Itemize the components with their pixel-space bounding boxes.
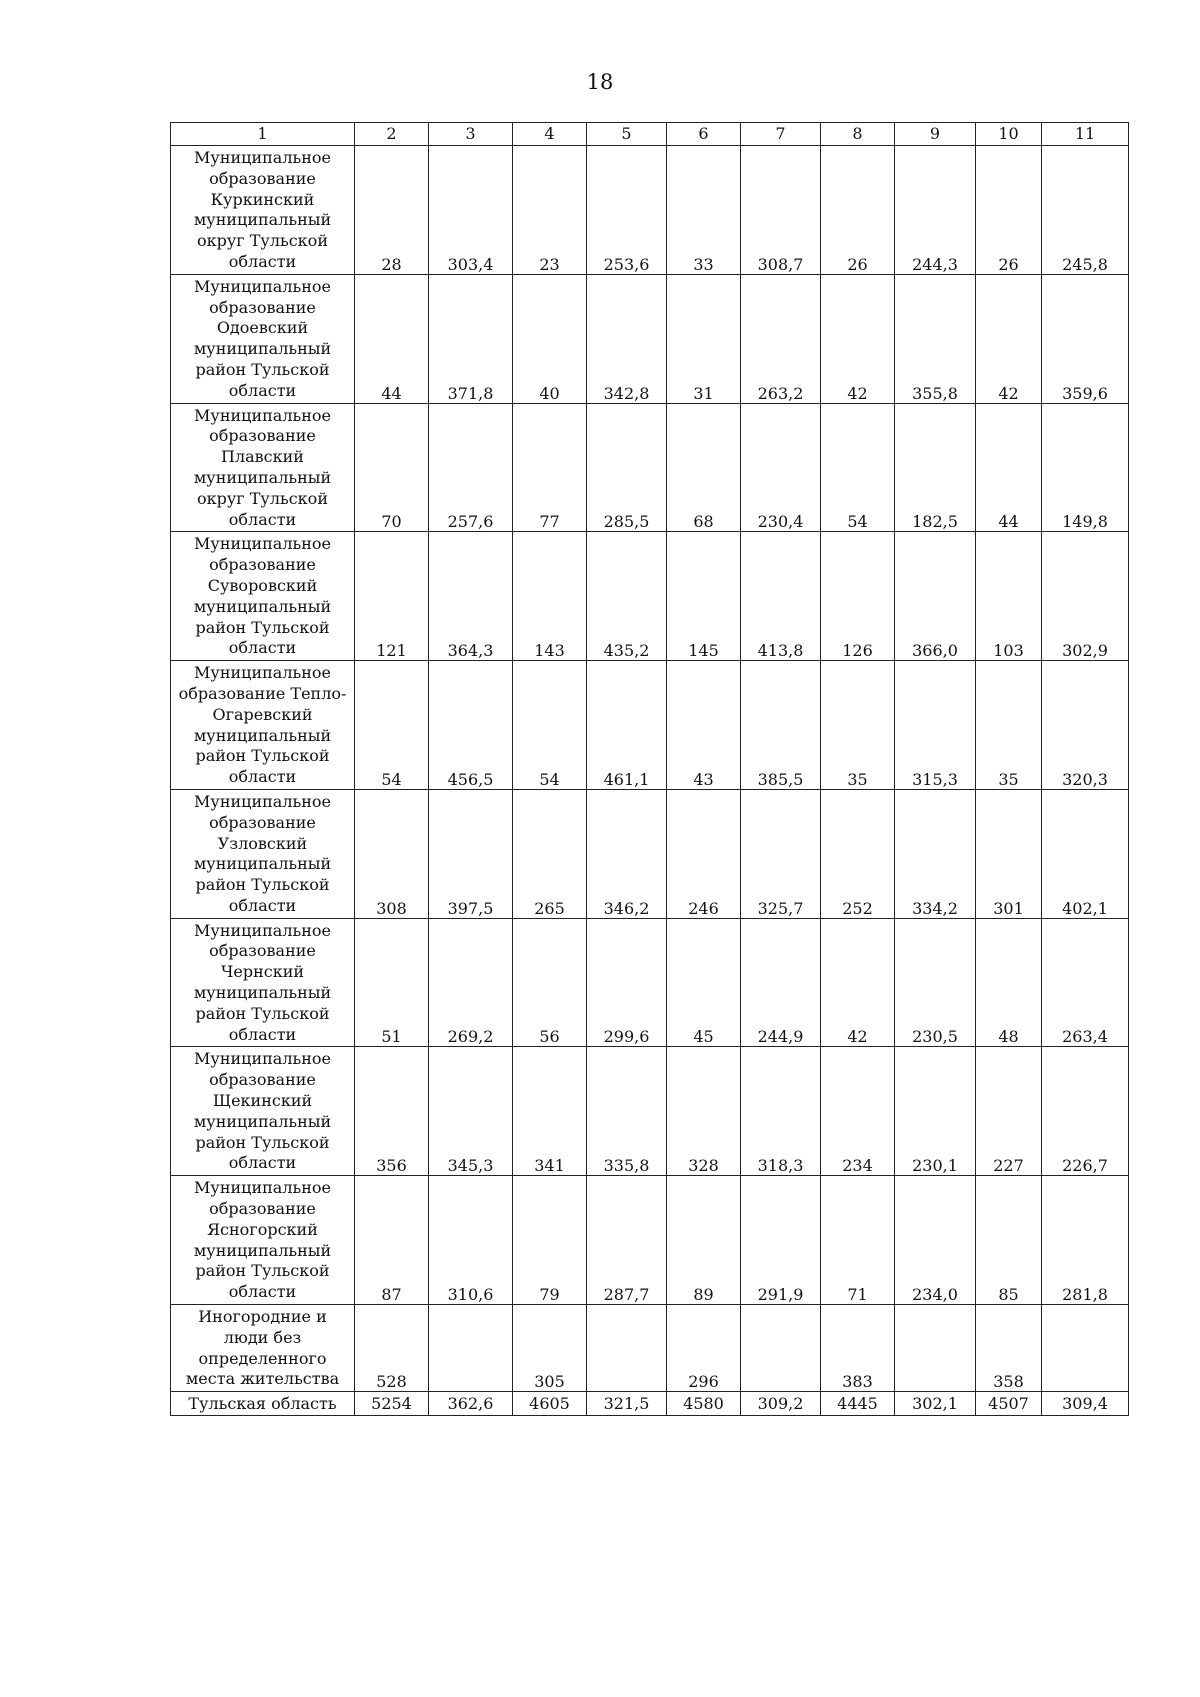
value-cell-col-5 xyxy=(587,1305,667,1392)
row-name-line: муниципальный xyxy=(193,1240,332,1260)
value-cell-col-3: 371,8 xyxy=(429,274,513,403)
value-cell-col-4: 341 xyxy=(513,1047,587,1176)
value-cell-col-6: 89 xyxy=(667,1176,741,1305)
value-cell-col-5: 299,6 xyxy=(587,918,667,1047)
row-name-line: Муниципальное xyxy=(194,791,331,811)
value-cell-col-2: 51 xyxy=(355,918,429,1047)
value-cell-col-9: 334,2 xyxy=(895,789,976,918)
row-name-line: области xyxy=(228,1024,297,1044)
row-name-line: Суворовский xyxy=(207,575,318,595)
row-name-cell xyxy=(171,1305,355,1392)
value-cell-col-3: 310,6 xyxy=(429,1176,513,1305)
row-name-line: области xyxy=(228,251,297,271)
value-cell-col-3: 364,3 xyxy=(429,532,513,661)
total-value-col-11: 309,4 xyxy=(1042,1392,1129,1416)
value-cell-col-7: 244,9 xyxy=(741,918,821,1047)
value-cell-col-7: 263,2 xyxy=(741,274,821,403)
value-cell-col-11: 320,3 xyxy=(1042,661,1129,790)
value-cell-col-10: 35 xyxy=(976,661,1042,790)
value-cell-col-5: 435,2 xyxy=(587,532,667,661)
row-name-line: области xyxy=(228,380,297,400)
row-name-line: муниципальный xyxy=(193,596,332,616)
value-cell-col-11: 302,9 xyxy=(1042,532,1129,661)
row-name-line: области xyxy=(228,638,297,658)
row-name-cell xyxy=(171,403,355,532)
table-body xyxy=(171,146,1129,1416)
value-cell-col-5: 342,8 xyxy=(587,274,667,403)
value-cell-col-5: 285,5 xyxy=(587,403,667,532)
value-cell-col-6: 33 xyxy=(667,146,741,275)
row-name-line: Щекинский xyxy=(212,1091,313,1111)
value-cell-col-10: 301 xyxy=(976,789,1042,918)
value-cell-col-8: 383 xyxy=(821,1305,895,1392)
row-name-line: округ Тульской xyxy=(197,488,328,508)
row-name-line: район Тульской xyxy=(195,1261,330,1281)
row-name-line: Огаревский xyxy=(212,704,313,724)
value-cell-col-6: 68 xyxy=(667,403,741,532)
row-name-line: образование Тепло- xyxy=(178,683,347,703)
row-name-line: Чернский xyxy=(220,962,305,982)
total-value-col-7: 309,2 xyxy=(741,1392,821,1416)
value-cell-col-6: 145 xyxy=(667,532,741,661)
table-row xyxy=(171,403,1129,532)
row-name-line: области xyxy=(228,1282,297,1302)
table-row xyxy=(171,146,1129,275)
value-cell-col-3: 456,5 xyxy=(429,661,513,790)
row-name-cell xyxy=(171,1176,355,1305)
value-cell-col-6: 246 xyxy=(667,789,741,918)
value-cell-col-11: 245,8 xyxy=(1042,146,1129,275)
row-name-cell xyxy=(171,274,355,403)
row-name-line: муниципальный xyxy=(193,854,332,874)
row-name-line: муниципальный xyxy=(193,467,332,487)
value-cell-col-6: 296 xyxy=(667,1305,741,1392)
value-cell-col-10: 85 xyxy=(976,1176,1042,1305)
value-cell-col-11: 226,7 xyxy=(1042,1047,1129,1176)
value-cell-col-8: 71 xyxy=(821,1176,895,1305)
value-cell-col-3: 397,5 xyxy=(429,789,513,918)
value-cell-col-8: 126 xyxy=(821,532,895,661)
value-cell-col-11: 402,1 xyxy=(1042,789,1129,918)
column-header-1: 1 xyxy=(171,123,355,146)
value-cell-col-6: 328 xyxy=(667,1047,741,1176)
row-name-line: Муниципальное xyxy=(194,405,331,425)
row-name-line: муниципальный xyxy=(193,725,332,745)
value-cell-col-7: 325,7 xyxy=(741,789,821,918)
row-name-line: Муниципальное xyxy=(194,920,331,940)
row-name-line: люди без xyxy=(223,1327,302,1347)
total-value-col-3: 362,6 xyxy=(429,1392,513,1416)
row-name-line: район Тульской xyxy=(195,875,330,895)
value-cell-col-2: 44 xyxy=(355,274,429,403)
value-cell-col-7: 230,4 xyxy=(741,403,821,532)
value-cell-col-11: 149,8 xyxy=(1042,403,1129,532)
row-name-line: области xyxy=(228,1153,297,1173)
row-name-line: образование xyxy=(209,941,316,961)
row-name-line: образование xyxy=(209,1070,316,1090)
value-cell-col-8: 26 xyxy=(821,146,895,275)
value-cell-col-9: 315,3 xyxy=(895,661,976,790)
table-row xyxy=(171,1176,1129,1305)
value-cell-col-7: 318,3 xyxy=(741,1047,821,1176)
table-row xyxy=(171,274,1129,403)
value-cell-col-11: 359,6 xyxy=(1042,274,1129,403)
total-value-col-6: 4580 xyxy=(667,1392,741,1416)
value-cell-col-10: 44 xyxy=(976,403,1042,532)
total-name-cell: Тульская область xyxy=(171,1392,355,1416)
column-header-10: 10 xyxy=(976,123,1042,146)
row-name-line: район Тульской xyxy=(195,1003,330,1023)
row-name-line: области xyxy=(228,509,297,529)
row-name-line: образование xyxy=(209,426,316,446)
row-name-line: Одоевский xyxy=(216,318,309,338)
value-cell-col-9: 234,0 xyxy=(895,1176,976,1305)
value-cell-col-8: 252 xyxy=(821,789,895,918)
value-cell-col-8: 54 xyxy=(821,403,895,532)
row-name-line: области xyxy=(228,767,297,787)
value-cell-col-2: 87 xyxy=(355,1176,429,1305)
row-name-line: муниципальный xyxy=(193,983,332,1003)
value-cell-col-6: 43 xyxy=(667,661,741,790)
value-cell-col-10: 48 xyxy=(976,918,1042,1047)
row-name-line: район Тульской xyxy=(195,746,330,766)
table-row xyxy=(171,1305,1129,1392)
value-cell-col-2: 356 xyxy=(355,1047,429,1176)
value-cell-col-9: 230,5 xyxy=(895,918,976,1047)
value-cell-col-11 xyxy=(1042,1305,1129,1392)
header-row xyxy=(171,123,1129,146)
value-cell-col-11: 263,4 xyxy=(1042,918,1129,1047)
value-cell-col-5: 335,8 xyxy=(587,1047,667,1176)
row-name-line: образование xyxy=(209,812,316,832)
row-name-line: округ Тульской xyxy=(197,231,328,251)
row-name-line: муниципальный xyxy=(193,210,332,230)
value-cell-col-4: 265 xyxy=(513,789,587,918)
total-value-col-8: 4445 xyxy=(821,1392,895,1416)
row-name-cell xyxy=(171,661,355,790)
page-number: 18 xyxy=(586,70,614,94)
value-cell-col-10: 42 xyxy=(976,274,1042,403)
value-cell-col-2: 28 xyxy=(355,146,429,275)
value-cell-col-4: 23 xyxy=(513,146,587,275)
value-cell-col-3: 269,2 xyxy=(429,918,513,1047)
value-cell-col-9: 230,1 xyxy=(895,1047,976,1176)
column-header-6: 6 xyxy=(667,123,741,146)
value-cell-col-4: 40 xyxy=(513,274,587,403)
value-cell-col-5: 461,1 xyxy=(587,661,667,790)
row-name-line: определенного xyxy=(198,1348,327,1368)
row-name-cell xyxy=(171,918,355,1047)
value-cell-col-7: 291,9 xyxy=(741,1176,821,1305)
value-cell-col-8: 234 xyxy=(821,1047,895,1176)
value-cell-col-10: 358 xyxy=(976,1305,1042,1392)
row-name-line: области xyxy=(228,895,297,915)
value-cell-col-3 xyxy=(429,1305,513,1392)
value-cell-col-10: 103 xyxy=(976,532,1042,661)
value-cell-col-5: 346,2 xyxy=(587,789,667,918)
row-name-cell xyxy=(171,532,355,661)
column-header-8: 8 xyxy=(821,123,895,146)
value-cell-col-11: 281,8 xyxy=(1042,1176,1129,1305)
column-header-5: 5 xyxy=(587,123,667,146)
row-name-line: Ясногорский xyxy=(207,1219,318,1239)
row-name-line: Муниципальное xyxy=(194,534,331,554)
row-name-line: муниципальный xyxy=(193,1111,332,1131)
value-cell-col-4: 143 xyxy=(513,532,587,661)
row-name-line: Куркинский xyxy=(210,189,315,209)
value-cell-col-5: 253,6 xyxy=(587,146,667,275)
row-name-line: муниципальный xyxy=(193,339,332,359)
table-row xyxy=(171,532,1129,661)
value-cell-col-4: 54 xyxy=(513,661,587,790)
value-cell-col-10: 227 xyxy=(976,1047,1042,1176)
value-cell-col-6: 31 xyxy=(667,274,741,403)
row-name-line: образование xyxy=(209,297,316,317)
value-cell-col-7: 385,5 xyxy=(741,661,821,790)
value-cell-col-3: 257,6 xyxy=(429,403,513,532)
row-name-line: места жительства xyxy=(185,1369,340,1389)
value-cell-col-9 xyxy=(895,1305,976,1392)
row-name-line: район Тульской xyxy=(195,617,330,637)
row-name-line: Иногородние и xyxy=(198,1307,327,1327)
value-cell-col-9: 182,5 xyxy=(895,403,976,532)
value-cell-col-5: 287,7 xyxy=(587,1176,667,1305)
value-cell-col-9: 355,8 xyxy=(895,274,976,403)
row-name-line: образование xyxy=(209,168,316,188)
row-name-cell xyxy=(171,1047,355,1176)
row-name-cell xyxy=(171,789,355,918)
value-cell-col-9: 366,0 xyxy=(895,532,976,661)
row-name-line: Узловский xyxy=(217,833,308,853)
row-name-line: район Тульской xyxy=(195,359,330,379)
value-cell-col-3: 303,4 xyxy=(429,146,513,275)
value-cell-col-6: 45 xyxy=(667,918,741,1047)
table-row xyxy=(171,789,1129,918)
value-cell-col-2: 54 xyxy=(355,661,429,790)
value-cell-col-4: 79 xyxy=(513,1176,587,1305)
value-cell-col-2: 70 xyxy=(355,403,429,532)
value-cell-col-10: 26 xyxy=(976,146,1042,275)
table-row xyxy=(171,1047,1129,1176)
value-cell-col-8: 42 xyxy=(821,918,895,1047)
column-header-3: 3 xyxy=(429,123,513,146)
value-cell-col-8: 35 xyxy=(821,661,895,790)
row-name-line: Муниципальное xyxy=(194,148,331,167)
column-header-9: 9 xyxy=(895,123,976,146)
value-cell-col-4: 56 xyxy=(513,918,587,1047)
total-row xyxy=(171,1392,1129,1416)
total-value-col-2: 5254 xyxy=(355,1392,429,1416)
row-name-line: Плавский xyxy=(221,447,304,467)
row-name-line: район Тульской xyxy=(195,1132,330,1152)
table-row xyxy=(171,918,1129,1047)
value-cell-col-2: 308 xyxy=(355,789,429,918)
row-name-line: образование xyxy=(209,555,316,575)
column-header-2: 2 xyxy=(355,123,429,146)
column-header-7: 7 xyxy=(741,123,821,146)
row-name-line: Муниципальное xyxy=(194,1178,331,1198)
value-cell-col-7: 308,7 xyxy=(741,146,821,275)
value-cell-col-4: 305 xyxy=(513,1305,587,1392)
value-cell-col-2: 121 xyxy=(355,532,429,661)
total-value-col-5: 321,5 xyxy=(587,1392,667,1416)
value-cell-col-7 xyxy=(741,1305,821,1392)
row-name-line: Муниципальное xyxy=(194,276,331,296)
value-cell-col-9: 244,3 xyxy=(895,146,976,275)
table-row xyxy=(171,661,1129,790)
column-header-4: 4 xyxy=(513,123,587,146)
total-value-col-4: 4605 xyxy=(513,1392,587,1416)
value-cell-col-7: 413,8 xyxy=(741,532,821,661)
value-cell-col-3: 345,3 xyxy=(429,1047,513,1176)
value-cell-col-4: 77 xyxy=(513,403,587,532)
row-name-line: Муниципальное xyxy=(194,663,331,683)
row-name-cell xyxy=(171,146,355,275)
row-name-line: образование xyxy=(209,1199,316,1219)
data-table xyxy=(170,122,1129,1416)
value-cell-col-8: 42 xyxy=(821,274,895,403)
total-value-col-9: 302,1 xyxy=(895,1392,976,1416)
total-value-col-10: 4507 xyxy=(976,1392,1042,1416)
value-cell-col-2: 528 xyxy=(355,1305,429,1392)
row-name-line: Муниципальное xyxy=(194,1049,331,1069)
column-header-11: 11 xyxy=(1042,123,1129,146)
